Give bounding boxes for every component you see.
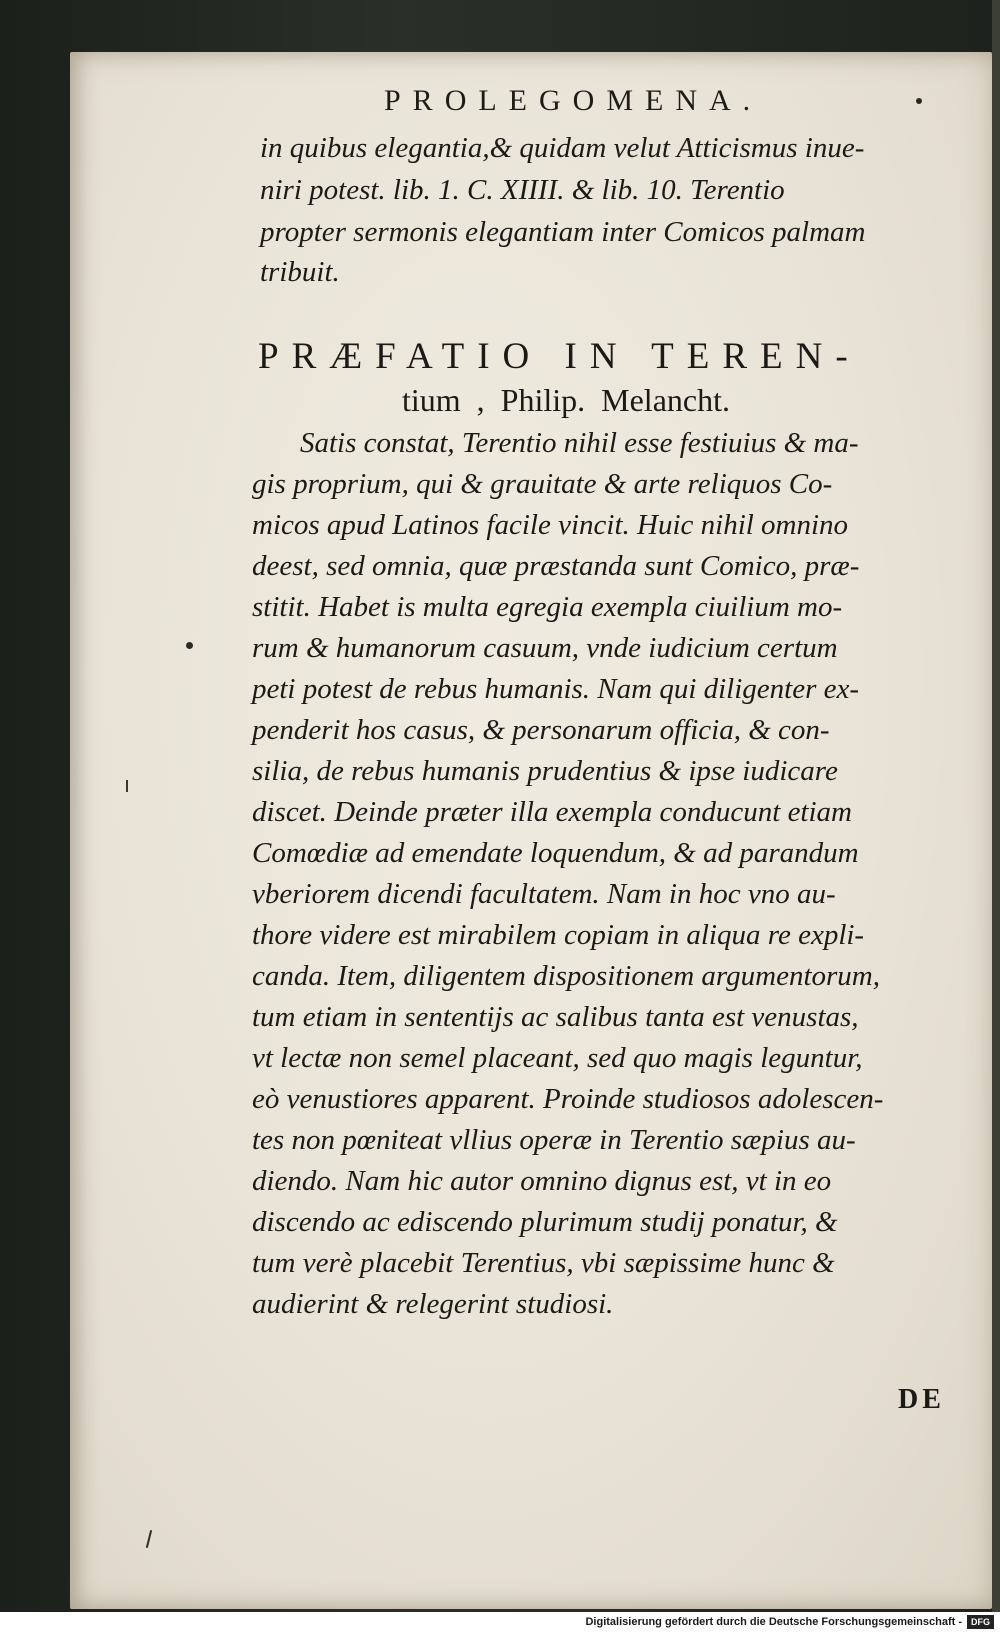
- body-line-9: silia, de rebus humanis prudentius & ipse iudicare: [252, 755, 838, 787]
- body-line-6: rum & humanorum casuum, vnde iudicium certum: [252, 632, 838, 664]
- note-line-4: tribuit.: [260, 256, 340, 288]
- body-line-16: vt lectæ non semel placeant, sed quo magis leguntur,: [252, 1042, 863, 1074]
- body-line-18: tes non pœniteat vllius operæ in Terentio sæpius au-: [252, 1124, 856, 1156]
- section-heading-subline: tium , Philip. Melancht.: [402, 382, 730, 418]
- page-edge: [992, 0, 1000, 1612]
- body-line-3: micos apud Latinos facile vincit. Huic nihil omnino: [252, 509, 849, 541]
- body-line-12: vberiorem dicendi facultatem. Nam in hoc vno au-: [252, 878, 836, 910]
- body-line-21: tum verè placebit Terentius, vbi sæpissime hunc &: [252, 1247, 835, 1279]
- body-line-22: audierint & relegerint studiosi.: [252, 1288, 614, 1320]
- body-line-7: peti potest de rebus humanis. Nam qui diligenter ex-: [252, 673, 860, 705]
- book-page: [70, 52, 992, 1609]
- body-line-13: thore videre est mirabilem copiam in aliqua re expli-: [252, 919, 865, 951]
- body-line-8: penderit hos casus, & personarum officia, & con-: [252, 714, 830, 746]
- body-line-5: stitit. Habet is multa egregia exempla ciuilium mo-: [252, 591, 843, 623]
- body-line-19: diendo. Nam hic autor omnino dignus est, vt in eo: [252, 1165, 832, 1197]
- body-line-2: gis proprium, qui & grauitate & arte reliquos Co-: [252, 468, 833, 500]
- note-line-3: propter sermonis elegantiam inter Comicos palmam: [260, 216, 866, 248]
- body-line-15: tum etiam in sententijs ac salibus tanta est venustas,: [252, 1001, 859, 1033]
- dfg-logo-icon: DFG: [967, 1615, 994, 1629]
- body-line-1: Satis constat, Terentio nihil esse festiuius & ma-: [300, 427, 859, 459]
- body-line-20: discendo ac ediscendo plurimum studij ponatur, &: [252, 1206, 838, 1238]
- body-line-14: canda. Item, diligentem dispositionem argumentorum,: [252, 960, 880, 992]
- note-line-1: in quibus elegantia,& quidam velut Atticismus inue-: [260, 132, 865, 164]
- body-line-4: deest, sed omnia, quæ præstanda sunt Comico, præ-: [252, 550, 860, 582]
- body-line-10: discet. Deinde præter illa exempla conducunt etiam: [252, 796, 852, 828]
- ink-dot: [916, 98, 922, 104]
- running-head: PROLEGOMENA.: [384, 84, 763, 117]
- margin-ink-tick: [126, 780, 128, 792]
- footer-credit: Digitalisierung gefördert durch die Deutsche Forschungsgemeinschaft -: [585, 1616, 962, 1628]
- margin-ink-dot: [186, 642, 193, 649]
- note-line-2: niri potest. lib. 1. C. XIIII. & lib. 10. Terentio: [260, 174, 785, 206]
- section-heading: PRÆFATIO IN TEREN-: [258, 336, 861, 377]
- body-line-11: Comœdiæ ad emendate loquendum, & ad parandum: [252, 837, 859, 869]
- catchword: DE: [898, 1384, 945, 1415]
- body-line-17: eò venustiores apparent. Proinde studiosos adolescen-: [252, 1083, 884, 1115]
